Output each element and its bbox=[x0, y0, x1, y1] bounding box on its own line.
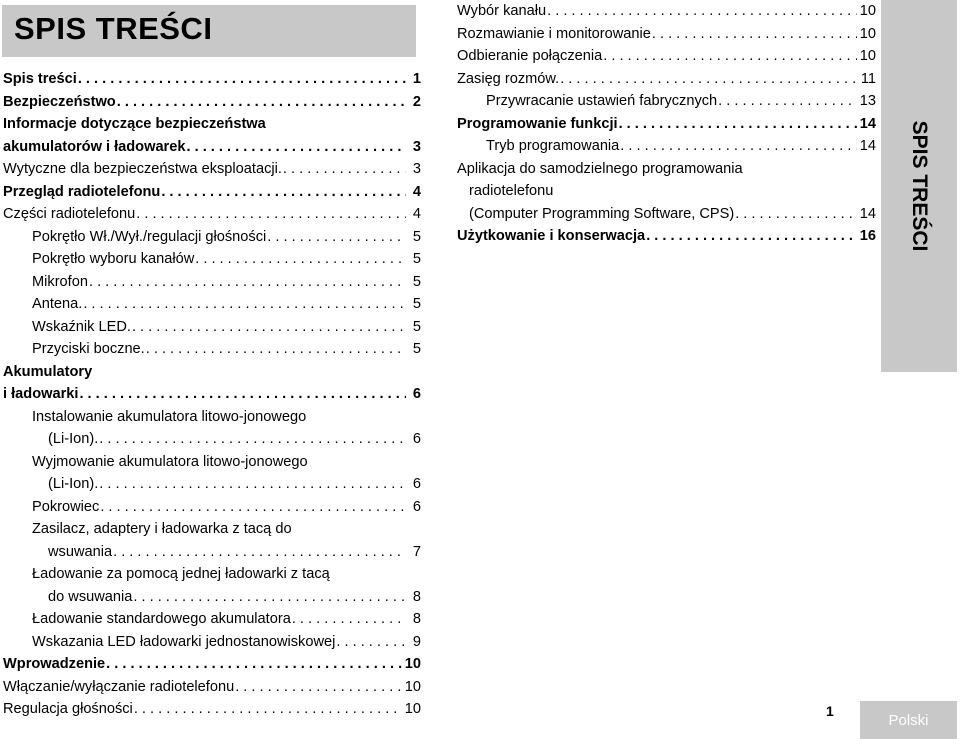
toc-entry-label: Akumulatory bbox=[3, 363, 93, 380]
toc-entry[interactable] bbox=[3, 698, 421, 721]
toc-entry[interactable] bbox=[3, 91, 421, 114]
toc-entry-page: 5 bbox=[412, 318, 421, 335]
toc-entry[interactable] bbox=[3, 428, 421, 451]
toc-entry-label: Przywracanie ustawień fabrycznych bbox=[486, 93, 718, 109]
toc-entry-label: Odbieranie połączenia bbox=[457, 48, 603, 64]
toc-dot-leader bbox=[336, 631, 406, 654]
toc-dot-leader bbox=[161, 181, 406, 204]
toc-dot-leader bbox=[83, 293, 406, 316]
toc-dot-leader bbox=[100, 496, 406, 519]
toc-dot-leader bbox=[619, 113, 857, 136]
toc-entry[interactable] bbox=[3, 383, 421, 406]
toc-entry[interactable] bbox=[457, 23, 876, 46]
toc-entry-page: 6 bbox=[412, 431, 421, 447]
toc-entry-page: 4 bbox=[412, 183, 421, 200]
toc-dot-leader bbox=[235, 676, 402, 699]
toc-entry-page: 16 bbox=[859, 228, 876, 244]
toc-dot-leader bbox=[195, 248, 406, 271]
toc-dot-leader bbox=[117, 91, 406, 114]
toc-dot-leader bbox=[79, 383, 406, 406]
toc-entry-page: 6 bbox=[412, 386, 421, 402]
toc-dot-leader bbox=[652, 23, 857, 46]
toc-entry[interactable] bbox=[3, 338, 421, 361]
toc-entry-page: 3 bbox=[412, 138, 421, 155]
toc-entry-label: i ładowarki bbox=[3, 386, 79, 402]
toc-entry-page: 5 bbox=[412, 341, 421, 357]
toc-entry-label: Zasilacz, adaptery i ładowarka z tacą do bbox=[32, 521, 292, 537]
toc-entry-label: Wprowadzenie bbox=[3, 656, 106, 672]
toc-dot-leader bbox=[603, 45, 857, 68]
toc-entry-page: 3 bbox=[412, 161, 421, 177]
toc-entry-label: (Computer Programming Software, CPS) bbox=[469, 205, 735, 222]
toc-entry[interactable] bbox=[3, 68, 421, 91]
toc-entry[interactable] bbox=[457, 90, 876, 113]
toc-entry-label: Informacje dotyczące bezpieczeństwa bbox=[3, 116, 266, 132]
toc-entry-label: Antena. bbox=[32, 296, 83, 312]
toc-entry-label: radiotelefonu bbox=[469, 183, 554, 199]
toc-entry[interactable] bbox=[457, 68, 876, 91]
toc-entry-page: 14 bbox=[859, 138, 876, 154]
toc-entry-label: Spis treści bbox=[3, 71, 77, 87]
toc-entry[interactable] bbox=[3, 518, 421, 541]
toc-dot-leader bbox=[146, 338, 406, 361]
toc-entry-page: 6 bbox=[412, 498, 421, 515]
toc-dot-leader bbox=[283, 158, 406, 181]
toc-entry-label: Bezpieczeństwo bbox=[3, 93, 116, 110]
toc-entry-label: Przyciski boczne. bbox=[32, 341, 145, 357]
toc-dot-leader bbox=[267, 226, 406, 249]
toc-entry-page: 10 bbox=[859, 3, 876, 19]
toc-entry-page: 10 bbox=[404, 656, 421, 672]
toc-entry-label: Włączanie/wyłączanie radiotelefonu bbox=[3, 678, 235, 695]
toc-entry[interactable] bbox=[3, 113, 421, 136]
toc-entry-label: Części radiotelefonu bbox=[3, 206, 136, 222]
toc-entry-page: 11 bbox=[860, 70, 876, 87]
toc-entry-label: Wybór kanału bbox=[457, 3, 547, 19]
toc-entry[interactable] bbox=[3, 586, 421, 609]
toc-entry-label: Programowanie funkcji bbox=[457, 115, 618, 132]
toc-entry-page: 2 bbox=[412, 93, 421, 110]
toc-entry-label: Wskaźnik LED. bbox=[32, 318, 131, 335]
toc-entry[interactable] bbox=[457, 113, 876, 136]
toc-entry[interactable] bbox=[457, 203, 876, 226]
toc-entry-label: Ładowanie standardowego akumulatora bbox=[32, 611, 291, 627]
toc-entry-page: 10 bbox=[404, 678, 421, 695]
section-side-tab bbox=[881, 0, 957, 372]
toc-dot-leader bbox=[646, 225, 857, 248]
toc-entry[interactable] bbox=[3, 473, 421, 496]
toc-entry-label: akumulatorów i ładowarek bbox=[3, 138, 186, 155]
toc-right-column bbox=[457, 0, 876, 248]
toc-entry-page: 14 bbox=[859, 115, 876, 132]
toc-dot-leader bbox=[78, 68, 406, 91]
toc-dot-leader bbox=[134, 698, 402, 721]
toc-entry[interactable] bbox=[3, 676, 421, 699]
toc-dot-leader bbox=[106, 653, 402, 676]
toc-entry-page: 6 bbox=[412, 476, 421, 492]
toc-entry[interactable] bbox=[3, 271, 421, 294]
toc-entry[interactable] bbox=[3, 631, 421, 654]
toc-entry-label: Wskazania LED ładowarki jednostanowiskowej bbox=[32, 633, 336, 650]
toc-entry[interactable] bbox=[3, 226, 421, 249]
toc-entry[interactable] bbox=[457, 45, 876, 68]
toc-entry-page: 8 bbox=[412, 611, 421, 627]
toc-entry[interactable] bbox=[3, 451, 421, 474]
toc-entry-page: 7 bbox=[412, 543, 421, 560]
toc-entry-label: Wytyczne dla bezpieczeństwa eksploatacji. bbox=[3, 161, 282, 177]
toc-entry-page: 10 bbox=[859, 48, 876, 64]
toc-entry-label: Pokrętło wyboru kanałów bbox=[32, 251, 195, 267]
toc-entry[interactable] bbox=[3, 406, 421, 429]
toc-entry[interactable] bbox=[3, 496, 421, 519]
toc-dot-leader bbox=[133, 586, 406, 609]
toc-entry-label: wsuwania bbox=[48, 543, 113, 560]
toc-entry[interactable] bbox=[3, 361, 421, 384]
toc-dot-leader bbox=[560, 68, 858, 91]
toc-dot-leader bbox=[718, 90, 857, 113]
toc-entry-label: Aplikacja do samodzielnego programowania bbox=[457, 160, 743, 177]
toc-dot-leader bbox=[547, 0, 857, 23]
toc-entry-page: 9 bbox=[412, 633, 421, 650]
toc-entry-label: do wsuwania bbox=[48, 588, 133, 605]
toc-entry[interactable] bbox=[3, 563, 421, 586]
toc-left-column bbox=[3, 68, 421, 721]
toc-dot-leader bbox=[292, 608, 406, 631]
toc-entry[interactable] bbox=[3, 203, 421, 226]
toc-entry-label: Przegląd radiotelefonu bbox=[3, 183, 161, 200]
toc-entry[interactable] bbox=[3, 158, 421, 181]
toc-entry[interactable] bbox=[457, 180, 876, 203]
toc-dot-leader bbox=[89, 271, 406, 294]
toc-entry-label: Regulacja głośności bbox=[3, 701, 133, 717]
title-box bbox=[2, 5, 416, 57]
toc-entry-page: 14 bbox=[859, 205, 876, 222]
toc-dot-leader bbox=[113, 541, 406, 564]
toc-entry-label: Tryb programowania bbox=[486, 138, 620, 154]
toc-entry[interactable] bbox=[3, 248, 421, 271]
toc-entry-label: Pokrowiec bbox=[32, 498, 100, 515]
toc-entry-label: Wyjmowanie akumulatora litowo-jonowego bbox=[32, 453, 308, 470]
toc-entry-label: (Li-Ion). bbox=[48, 431, 99, 447]
toc-dot-leader bbox=[132, 316, 406, 339]
toc-entry-page: 5 bbox=[412, 228, 421, 245]
toc-entry[interactable] bbox=[3, 293, 421, 316]
toc-entry[interactable] bbox=[3, 181, 421, 204]
toc-entry[interactable] bbox=[3, 316, 421, 339]
toc-entry-label: Rozmawianie i monitorowanie bbox=[457, 25, 651, 42]
toc-entry-page: 5 bbox=[412, 251, 421, 267]
toc-entry-label: Instalowanie akumulatora litowo-jonowego bbox=[32, 408, 307, 425]
toc-entry-label: Ładowanie za pomocą jednej ładowarki z tacą bbox=[32, 566, 330, 582]
toc-entry[interactable] bbox=[457, 225, 876, 248]
toc-entry[interactable] bbox=[457, 135, 876, 158]
toc-entry-page: 10 bbox=[859, 25, 876, 42]
page-title: SPIS TREŚCI bbox=[14, 11, 213, 46]
language-tab bbox=[860, 701, 957, 739]
toc-entry[interactable] bbox=[3, 136, 421, 159]
toc-entry-page: 5 bbox=[412, 296, 421, 312]
page-number: 1 bbox=[826, 703, 834, 719]
toc-entry-page: 8 bbox=[412, 588, 421, 605]
toc-dot-leader bbox=[136, 203, 406, 226]
toc-entry-page: 13 bbox=[859, 93, 876, 109]
side-tab-label: SPIS TREŚCI bbox=[908, 120, 931, 252]
toc-dot-leader bbox=[186, 136, 406, 159]
toc-entry[interactable] bbox=[457, 0, 876, 23]
toc-entry-page: 1 bbox=[412, 71, 421, 87]
toc-entry[interactable] bbox=[3, 608, 421, 631]
toc-entry-label: Pokrętło Wł./Wył./regulacji głośności bbox=[32, 228, 267, 245]
language-label: Polski bbox=[888, 711, 929, 729]
toc-dot-leader bbox=[735, 203, 857, 226]
toc-dot-leader bbox=[99, 473, 406, 496]
toc-entry-page: 5 bbox=[412, 273, 421, 290]
toc-dot-leader bbox=[99, 428, 406, 451]
toc-dot-leader bbox=[620, 135, 856, 158]
toc-entry-label: Zasięg rozmów. bbox=[457, 70, 560, 87]
toc-entry[interactable] bbox=[457, 158, 876, 181]
toc-entry-page: 10 bbox=[404, 701, 421, 717]
toc-entry[interactable] bbox=[3, 541, 421, 564]
toc-entry-label: Użytkowanie i konserwacja bbox=[457, 228, 646, 244]
toc-entry-label: (Li-Ion). bbox=[48, 476, 99, 492]
toc-entry-page: 4 bbox=[412, 206, 421, 222]
toc-entry-label: Mikrofon bbox=[32, 273, 88, 290]
toc-entry[interactable] bbox=[3, 653, 421, 676]
